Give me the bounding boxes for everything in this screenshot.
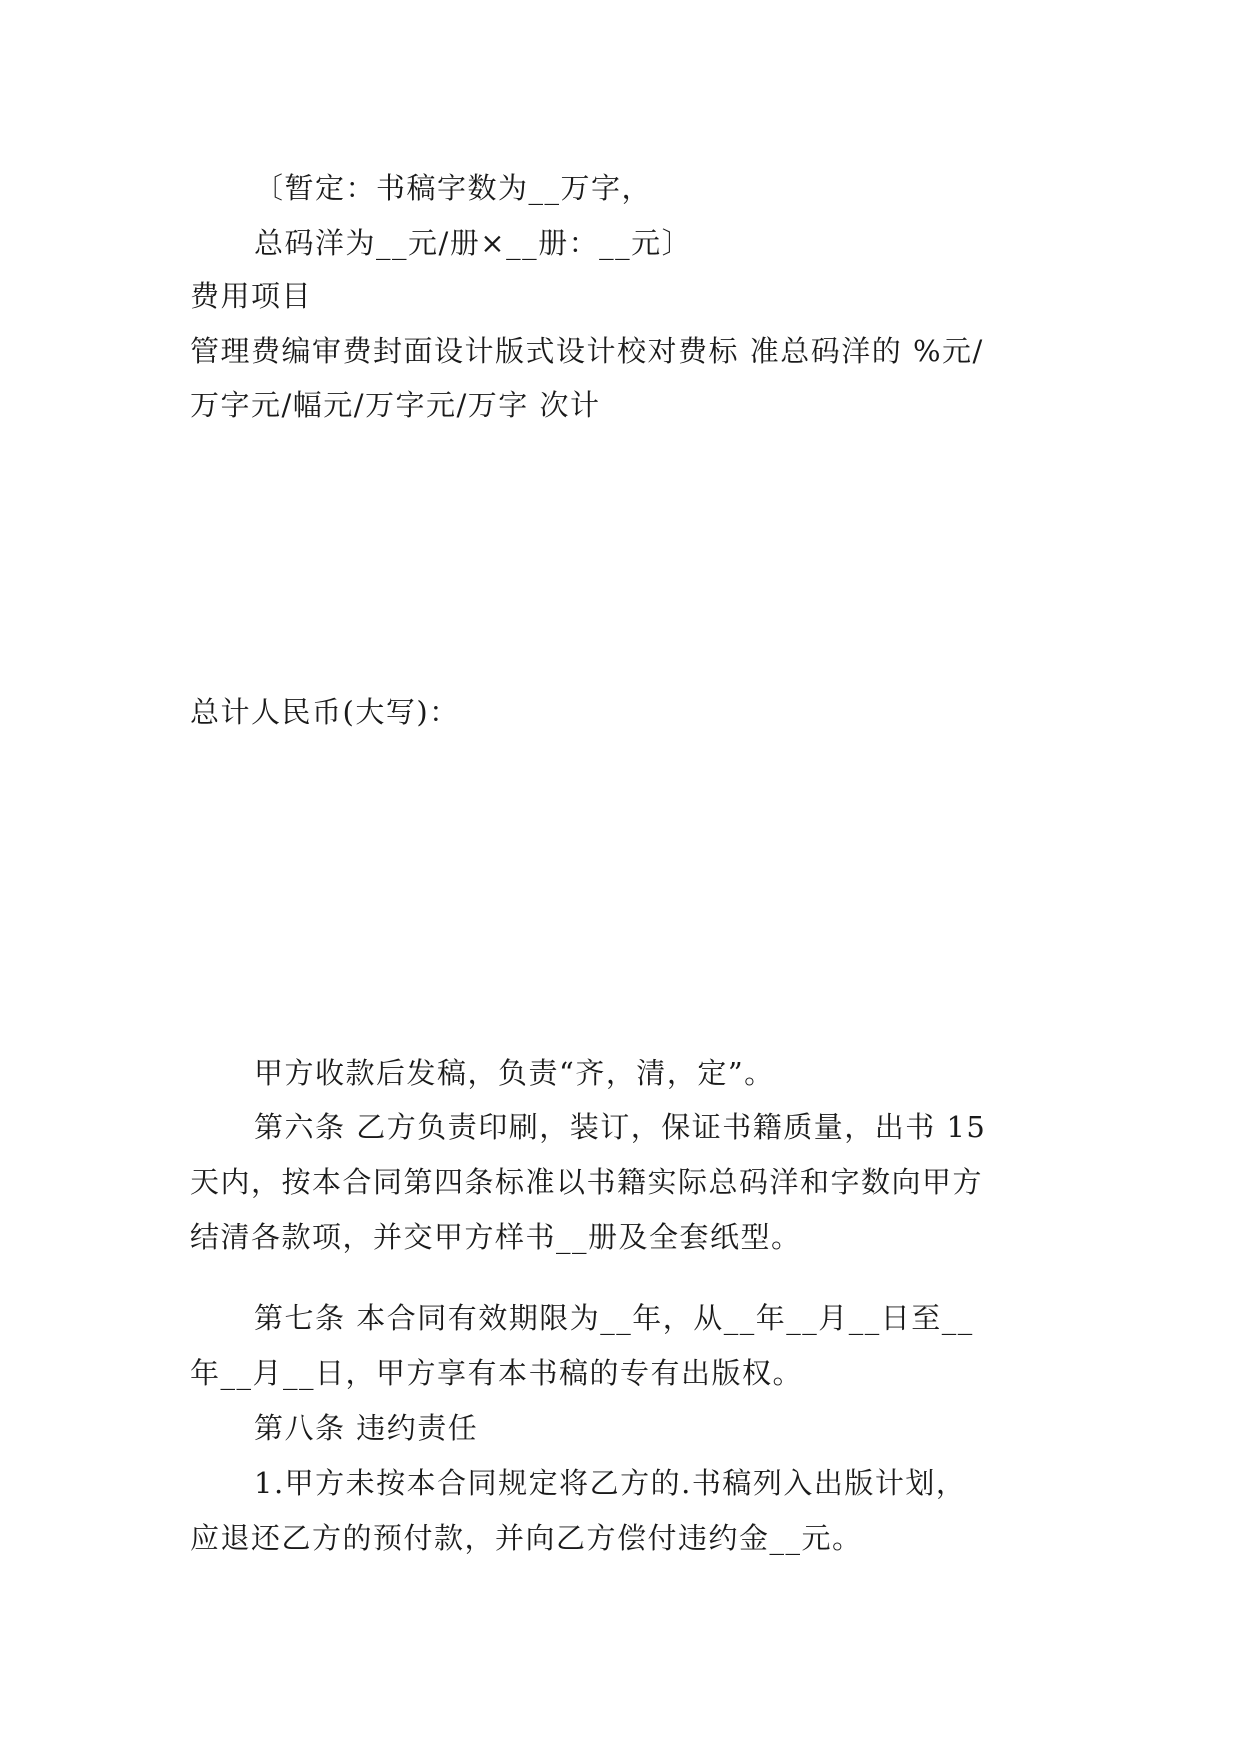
text-line-article-8-heading: 第八条 违约责任 <box>254 1411 479 1445</box>
text-line-article-6-a: 第六条 乙方负责印刷，装订，保证书籍质量，出书 15 <box>254 1110 987 1144</box>
text-line-fee-items-units: 万字元/幅元/万字元/万字 次计 <box>190 388 601 422</box>
text-line-manuscript-delivery: 甲方收款后发稿，负责“齐，清，定”。 <box>254 1056 775 1090</box>
text-line-fee-items-heading: 费用项目 <box>190 279 313 313</box>
text-line-article-8-item-1-a: 1.甲方未按本合同规定将乙方的.书稿列入出版计划， <box>254 1466 967 1500</box>
text-line-total-rmb: 总计人民币(大写)： <box>190 695 460 729</box>
text-line-article-7-b: 年__月__日，甲方享有本书稿的专有出版权。 <box>190 1356 804 1390</box>
text-line-fee-items-list: 管理费编审费封面设计版式设计校对费标 准总码洋的 %元/ <box>190 334 984 368</box>
text-line-article-6-b: 天内，按本合同第四条标准以书籍实际总码洋和字数向甲方 <box>190 1165 984 1199</box>
text-line-total-price: 总码洋为__元/册×__册：__元〕 <box>254 226 693 260</box>
text-line-tentative-word-count: 〔暂定：书稿字数为__万字， <box>254 171 653 205</box>
text-line-article-7-a: 第七条 本合同有效期限为__年，从__年__月__日至__ <box>254 1301 974 1335</box>
text-line-article-8-item-1-b: 应退还乙方的预付款，并向乙方偿付违约金__元。 <box>190 1521 863 1555</box>
text-line-article-6-c: 结清各款项，并交甲方样书__册及全套纸型。 <box>190 1220 802 1254</box>
